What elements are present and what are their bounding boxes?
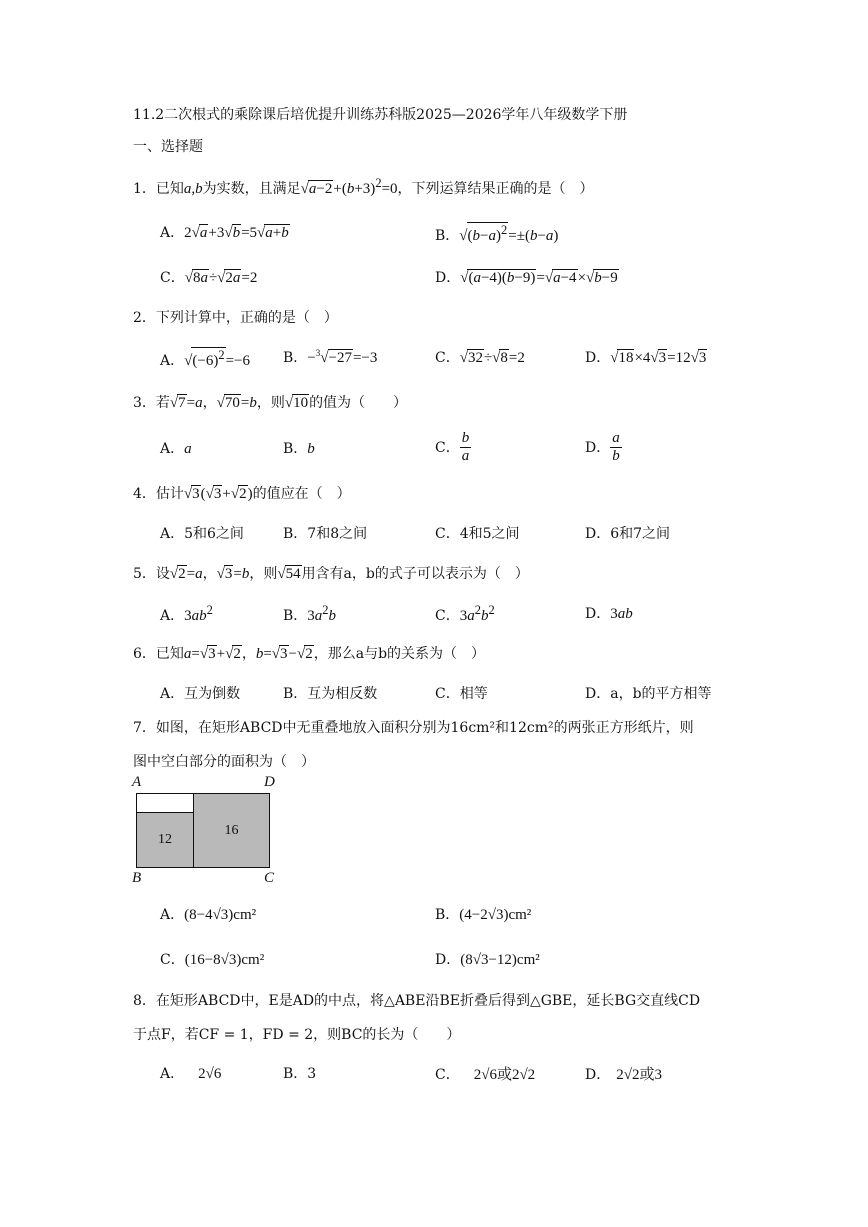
- question-7-stem-line1: 7．如图，在矩形ABCD中无重叠地放入面积分别为16cm²和12cm²的两张正方形纸片，则: [133, 720, 694, 736]
- figure-label-a: A: [132, 774, 142, 790]
- question-7-option-d[interactable]: D．(8√3−12)cm²: [435, 952, 540, 968]
- question-5-option-a[interactable]: A．$3ab^2$: [160, 603, 213, 624]
- question-4-option-a[interactable]: A．5和6之间: [160, 526, 244, 542]
- question-5-option-d[interactable]: D．3ab: [585, 606, 633, 622]
- question-1-stem: 1．已知a,b为实数，且满足$√a-2+(b+3)^2=0$，下列运算结果正确的是（ ）: [133, 176, 594, 197]
- question-5-option-b[interactable]: B．$3a^2b$: [283, 603, 337, 624]
- question-8-option-a-value: 2√6: [198, 1066, 222, 1082]
- question-1-option-b[interactable]: B．$√(b-a)^2=\pm(b-a)$: [435, 223, 559, 244]
- question-8-option-d[interactable]: D． 2√2或3: [585, 1067, 662, 1083]
- figure-label-d: D: [264, 774, 275, 790]
- question-7-figure: [128, 774, 288, 892]
- question-6-option-d[interactable]: D．a，b的平方相等: [585, 686, 712, 702]
- question-5-option-c[interactable]: C．$3a^2b^2$: [435, 603, 495, 624]
- question-3-option-c[interactable]: C． $\frac{b}{a}$: [435, 430, 470, 464]
- question-7-option-a-value: (8−4√3)cm²: [184, 907, 257, 923]
- question-8-option-a[interactable]: A． 2√6: [160, 1066, 222, 1082]
- question-8-stem-line2: 于点F，若CF = 1，FD = 2，则BC的长为（ ）: [133, 1027, 461, 1043]
- question-6-stem: 6．已知a=√3+√2，b=√3−√2，那么a与b的关系为（ ）: [133, 646, 486, 662]
- square-12: [136, 812, 194, 868]
- question-4-option-c[interactable]: C．4和5之间: [435, 526, 520, 542]
- question-6-option-b[interactable]: B．互为相反数: [283, 686, 378, 702]
- question-2-option-d[interactable]: D．√18×4√3=12√3: [585, 350, 707, 366]
- question-1-option-d[interactable]: D．√(a−4)(b−9)=√a−4×√b−9: [435, 270, 618, 286]
- question-4-option-d[interactable]: D．6和7之间: [585, 526, 671, 542]
- question-2-option-c[interactable]: C．√32÷√8=2: [435, 350, 525, 366]
- question-3-option-a[interactable]: A．a: [160, 441, 192, 457]
- square-12-label: 12: [158, 832, 172, 847]
- question-8-stem-line1: 8．在矩形ABCD中，E是AD的中点，将△ABE沿BE折叠后得到△GBE，延长BG交直线CD: [133, 993, 701, 1009]
- question-4-option-b[interactable]: B．7和8之间: [283, 526, 368, 542]
- question-7-option-d-value: (8√3−12)cm²: [460, 952, 540, 968]
- question-7-option-a[interactable]: A．(8−4√3)cm²: [160, 907, 257, 923]
- question-7-stem-line2: 图中空白部分的面积为（ ）: [133, 754, 315, 770]
- question-7-option-c[interactable]: C．(16−8√3)cm²: [160, 952, 265, 968]
- question-6-option-a[interactable]: A．互为倒数: [160, 686, 241, 702]
- question-8-option-c[interactable]: C． 2√6或2√2: [435, 1067, 536, 1083]
- question-3-stem: 3．若√7=a，√70=b，则√10的值为（ ）: [133, 395, 408, 411]
- question-8-option-d-value: 2√2或3: [616, 1067, 662, 1083]
- question-2-option-b[interactable]: B．−$^3$√−27=−3: [283, 348, 378, 366]
- document-title: 11.2二次根式的乘除课后培优提升训练苏科版2025—2026学年八年级数学下册: [133, 107, 628, 123]
- square-16: [193, 793, 270, 868]
- question-8-option-b[interactable]: B．3: [283, 1066, 317, 1082]
- question-5-stem: 5．设√2=a，√3=b，则√54用含有a，b的式子可以表示为（ ）: [133, 566, 529, 582]
- question-2-option-a[interactable]: A．$√(-6)^2=-6$: [160, 348, 250, 369]
- question-7-option-b-value: (4−2√3)cm²: [459, 907, 532, 923]
- question-3-option-b[interactable]: B．b: [283, 441, 315, 457]
- question-1-option-a[interactable]: A．2√a+3√b=5√a+b: [160, 225, 289, 241]
- question-3-option-d[interactable]: D． $\frac{a}{b}$: [585, 430, 620, 464]
- square-16-label: 16: [224, 822, 239, 838]
- question-4-stem: 4．估计√3(√3+√2)的值应在（ ）: [133, 486, 351, 502]
- figure-label-c: C: [264, 870, 275, 886]
- question-1-option-c[interactable]: C．√8a÷√2a=2: [160, 270, 258, 286]
- question-8-option-c-value: 2√6或2√2: [473, 1067, 536, 1083]
- figure-label-b: B: [132, 870, 142, 886]
- question-7-option-c-value: (16−8√3)cm²: [184, 952, 265, 968]
- question-2-stem: 2．下列计算中，正确的是（ ）: [133, 310, 338, 326]
- section-heading: 一、选择题: [133, 139, 203, 155]
- question-7-option-b[interactable]: B．(4−2√3)cm²: [435, 907, 532, 923]
- question-6-option-c[interactable]: C．相等: [435, 686, 488, 702]
